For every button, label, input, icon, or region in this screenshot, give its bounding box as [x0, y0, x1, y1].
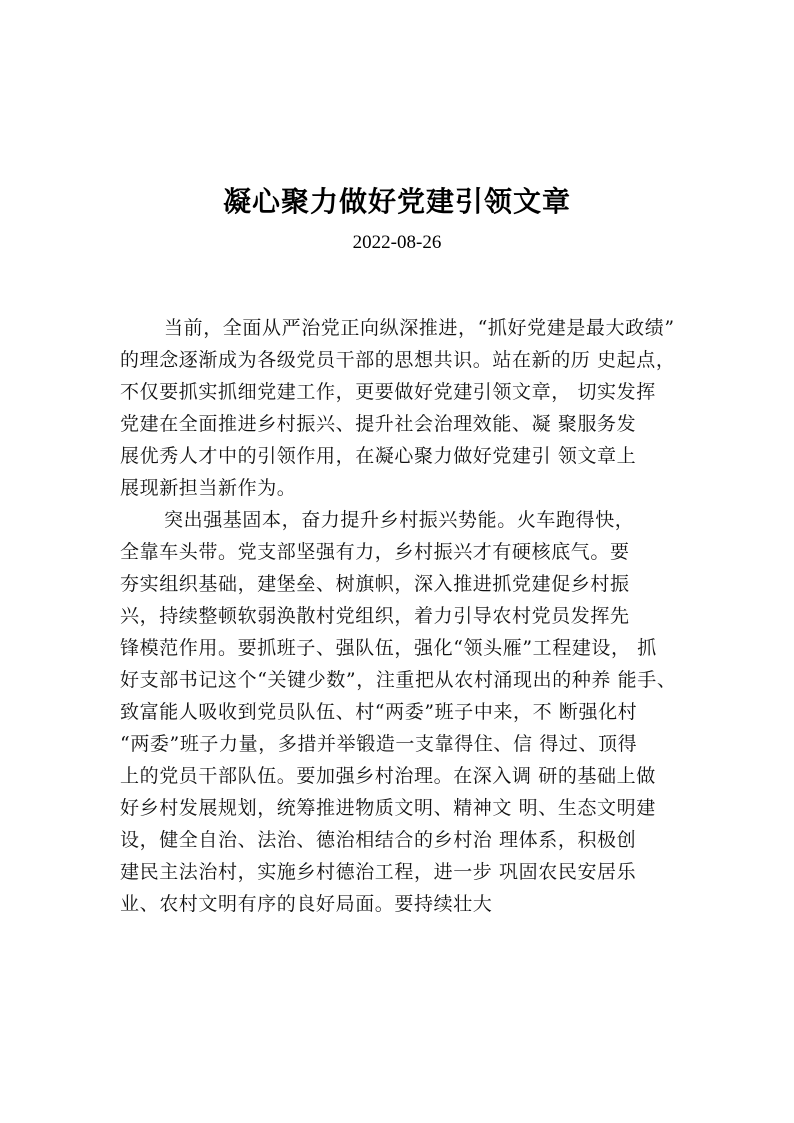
document-body — [120, 312, 700, 920]
text-line: 夯实组织基础，建堡垒、树旗帜，深入推进抓党建促乡村振 — [120, 573, 630, 595]
document-date: 2022-08-26 — [352, 232, 442, 253]
text-line: 业、农村文明有序的良好局面。要持续壮大 — [120, 893, 493, 915]
text-line: 好支部书记这个“关键少数”，注重把从农村涌现出的种养 能手、 — [120, 669, 677, 691]
text-line: 锋模范作用。要抓班子、强队伍，强化“领头雁”工程建设， 抓 — [120, 637, 657, 659]
text-line: 兴，持续整顿软弱涣散村党组织，着力引导农村党员发挥先 — [120, 605, 630, 627]
text-line: “两委”班子力量，多措并举锻造一支靠得住、信 得过、顶得 — [120, 733, 638, 755]
text-line: 建民主法治村，实施乡村德治工程，进一步 巩固农民安居乐 — [120, 861, 637, 883]
text-line: 致富能人吸收到党员队伍、村“两委”班子中来，不 断强化村 — [120, 701, 638, 723]
text-line: 突出强基固本，奋力提升乡村振兴势能。火车跑得快， — [164, 509, 635, 531]
text-line: 的理念逐渐成为各级党员干部的思想共识。站在新的历 史起点， — [120, 349, 676, 371]
document-title: 凝心聚力做好党建引领文章 — [222, 185, 571, 218]
text-line: 上的党员干部队伍。要加强乡村治理。在深入调 研的基础上做 — [120, 765, 656, 787]
text-line: 党建在全面推进乡村振兴、提升社会治理效能、凝 聚服务发 — [120, 413, 637, 435]
text-line: 展现新担当新作为。 — [120, 477, 297, 499]
text-line: 展优秀人才中的引领作用，在凝心聚力做好党建引 领文章上 — [120, 445, 637, 467]
paragraph — [120, 504, 700, 920]
text-line: 不仅要抓实抓细党建工作，更要做好党建引领文章， 切实发挥 — [120, 381, 656, 403]
text-line: 设，健全自治、法治、德治相结合的乡村治 理体系，积极创 — [120, 829, 637, 851]
text-line: 好乡村发展规划，统筹推进物质文明、精神文 明、生态文明建 — [120, 797, 656, 819]
text-line: 全靠车头带。党支部坚强有力，乡村振兴才有硬核底气。要 — [120, 541, 630, 563]
text-line: 当前，全面从严治党正向纵深推进，“抓好党建是最大政绩” — [164, 317, 675, 339]
paragraph — [120, 312, 700, 504]
